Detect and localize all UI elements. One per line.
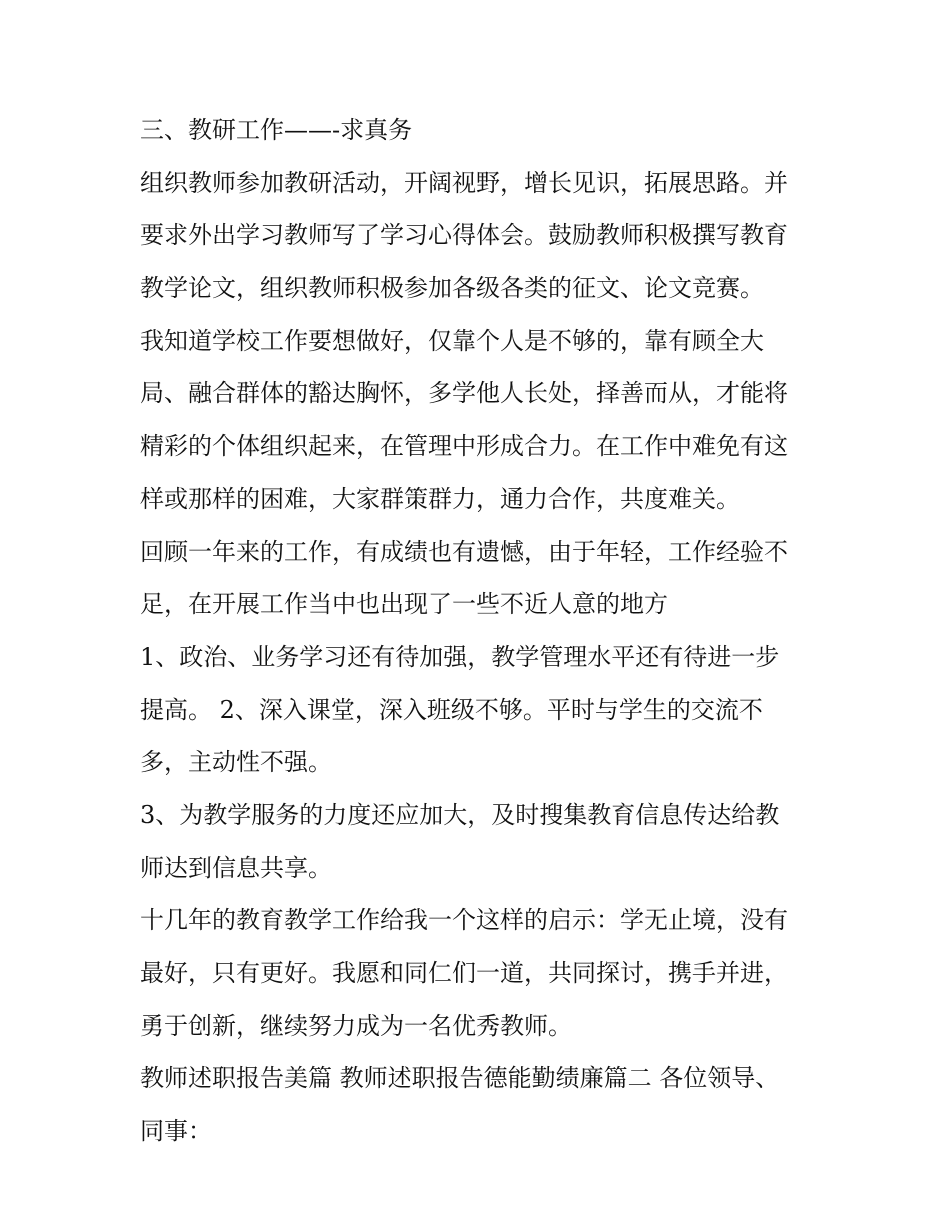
text-line: 精彩的个体组织起来，在管理中形成合力。在工作中难免有这 — [140, 432, 788, 461]
text-line: 教学论文，组织教师积极参加各级各类的征文、论文竞赛。 — [140, 274, 764, 303]
text-line: 教师述职报告美篇 教师述职报告德能勤绩廉篇二 各位领导、 — [140, 1064, 780, 1093]
text-line: 十几年的教育教学工作给我一个这样的启示：学无止境，没有 — [140, 906, 788, 935]
list-item-line: 提高。 2、深入课堂，深入班级不够。平时与学生的交流不 — [140, 695, 763, 724]
list-item-line: 师达到信息共享。 — [140, 853, 332, 882]
text-line: 要求外出学习教师写了学习心得体会。鼓励教师积极撰写教育 — [140, 221, 788, 250]
text-line: 回顾一年来的工作，有成绩也有遗憾，由于年轻，工作经验不 — [140, 537, 788, 566]
text-line: 我知道学校工作要想做好，仅靠个人是不够的，靠有顾全大 — [140, 326, 764, 355]
list-item-line: 1、政治、业务学习还有待加强，教学管理水平还有待进一步 — [140, 642, 780, 671]
text-line: 勇于创新，继续努力成为一名优秀教师。 — [140, 1011, 572, 1040]
text-line: 样或那样的困难，大家群策群力，通力合作，共度难关。 — [140, 484, 740, 513]
text-line: 组织教师参加教研活动，开阔视野，增长见识，拓展思路。并 — [140, 168, 788, 197]
document-body — [140, 110, 820, 1164]
section-heading: 三、教研工作——-求真务 — [140, 116, 413, 144]
text-line: 局、融合群体的豁达胸怀，多学他人长处，择善而从，才能将 — [140, 379, 788, 408]
list-item-line: 多，主动性不强。 — [140, 748, 332, 777]
text-line: 最好，只有更好。我愿和同仁们一道，共同探讨，携手并进， — [140, 959, 788, 987]
text-line: 同事： — [140, 1117, 212, 1146]
list-item-line: 3、为教学服务的力度还应加大，及时搜集教育信息传达给教 — [140, 800, 780, 829]
text-line: 足，在开展工作当中也出现了一些不近人意的地方 — [140, 590, 668, 619]
